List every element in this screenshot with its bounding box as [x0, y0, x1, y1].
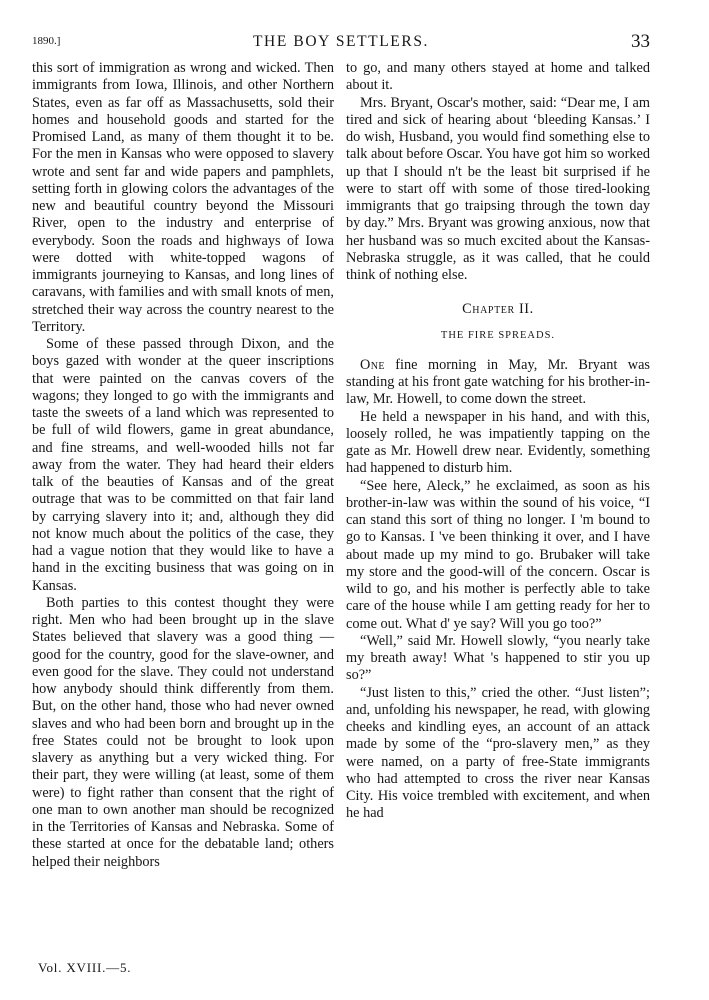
signature-mark: Vol. XVIII.—5.	[38, 960, 132, 975]
drop-in-word: One	[360, 356, 385, 373]
paragraph: Both parties to this contest thought they were right. Men who had been brought up in the slave States believed that slavery was a good thing — good for the country, good for the slave-owner, and even good for the slave. They could not understand how anybody should think differently from them. But, on the other hand, those who had never owned slaves and who had been born and brought up in the free States could not be brought to look upon slavery as anything but a very wicked thing. For their part, they were willing (at least, some of them were) to fight rather than consent that the right of one man to own another man should be recognized in the Territories of Kansas and Nebraska. Some of these started at once for the debatable land; others helped their neighbors	[32, 594, 334, 870]
chapter-subtitle: THE FIRE SPREADS.	[440, 329, 556, 341]
opening-text: fine morning in May, Mr. Bryant was standing at his front gate watching for his brother-in-law, Mr. Howell, to come down the street.	[346, 356, 650, 408]
right-column	[346, 60, 650, 823]
paragraph: Mrs. Bryant, Oscar's mother, said: “Dear me, I am tired and sick of hearing about ‘bleeding Kansas.’ I do wish, Husband, you would find something else to talk about before Oscar. You have got him so worked up that I should n't be the least bit surprised if he were to start off with some of those tired-looking immigrants that go traipsing through the town day by day.” Mrs. Bryant was growing anxious, now that her husband was so much excited about the Kansas-Nebraska struggle, as it was called, that he could think of nothing else.	[346, 94, 650, 283]
paragraph: “See here, Aleck,” he exclaimed, as soon as his brother-in-law was within the sound of his voice, “I can stand this sort of thing no longer. I 'm bound to go to Kansas. I 've been thinking it over, and I have about made up my mind to go. Brubaker will take my store and the good-will of the concern. Oscar is wild to go, and his mother is perfectly able to take care of the house while I am getting ready for her to come out. What d' ye say? Will you go too?”	[346, 477, 650, 632]
left-column	[32, 60, 334, 871]
paragraph: He held a newspaper in his hand, and with this, loosely rolled, he was impatiently tapping on the gate as Mr. Howell drew near. Evidently, something had happened to disturb him.	[346, 408, 650, 477]
paragraph: Some of these passed through Dixon, and the boys gazed with wonder at the queer inscriptions that were painted on the canvas covers of the wagons; they longed to go with the immigrants and taste the sweets of a land which was represented to be full of wild flowers, game in great abundance, and fine streams, and well-wooded hills not far away from the water. They had heard their elders talk of the beauties of Kansas and of the great outrage that was to be committed on that fair land by carrying slavery into it; and, although they did not know much about the politics of the case, they had a vague notion that they would like to have a hand in the exciting business that was going on in Kansas.	[32, 336, 334, 594]
paragraph: to go, and many others stayed at home and talked about it.	[346, 60, 650, 94]
running-header	[32, 33, 650, 53]
chapter-opening-paragraph	[346, 357, 650, 409]
running-title: THE BOY SETTLERS.	[252, 33, 430, 50]
paragraph: this sort of immigration as wrong and wicked. Then immigrants from Iowa, Illinois, and other Northern States, even as far off as Massachusetts, sold their homes and household goods and started for the Promised Land, as many of them thought it to be. For the men in Kansas who were opposed to slavery wrote and sent far and wide papers and pamphlets, setting forth in glowing colors the advantages of the new and beautiful country beyond the Missouri River, open to the industry and enterprise of everybody. Soon the roads and highways of Iowa were dotted with white-topped wagons of immigrants journeying to Kansas, and long lines of caravans, with families and with small knots of men, stretched their way across the country nearest to the Territory.	[32, 60, 334, 335]
paragraph: “Well,” said Mr. Howell slowly, “you nearly take my breath away! What 's happened to stir you up so?”	[346, 632, 650, 684]
page-number: 33	[631, 31, 650, 52]
chapter-heading: Chapter II.	[462, 301, 534, 318]
paragraph: “Just listen to this,” cried the other. “Just listen”; and, unfolding his newspaper, he read, with glowing cheeks and kindling eyes, an account of an attack made by some of the “pro-slavery men,” as they were named, on a party of free-State immigrants who had attempted to cross the river near Kansas City. His voice trembled with excitement, and when he had	[346, 684, 650, 822]
issue-date: 1890.]	[32, 35, 61, 47]
